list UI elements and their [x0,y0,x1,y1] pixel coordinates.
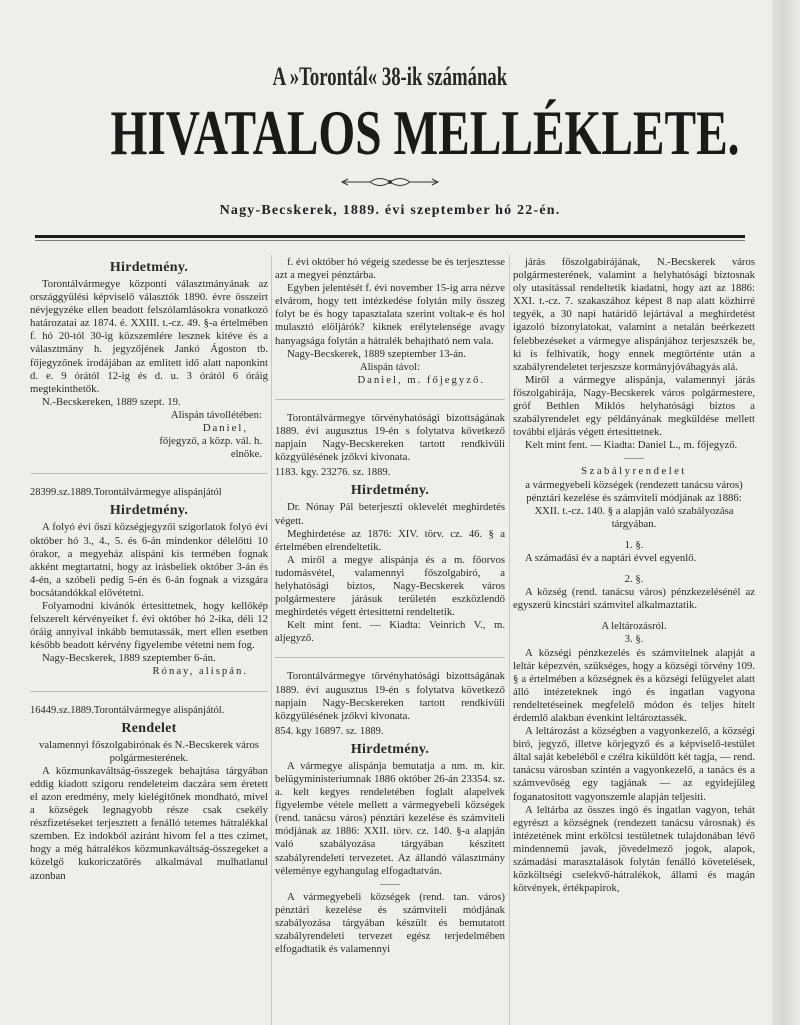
signature-line: főjegyző, a közp. vál. h. [159,435,262,448]
paragraph: A vármegyebeli községek (rend. tan. város) pénztári kezelése és számviteli módjának szabályozása tárgyában készült és bemutatott szabályrendeleti tervezet egész terjedelmében elfogadtatik és valamennyi [275,890,505,956]
paragraph: A folyó évi őszi községjegyzői szigorlatok folyó évi október hó 3., 4., 5. és 6-án mindenkor délelőtti 10 órakor, a megyeház alispáni kis termében fognak akként megtartatni, hogy az irásbeliek október 3-án és 4-én, a szóbeli pedig 5-én és 6-án fognak a vizsgára bocsátandókkal elővétetni. [30,521,268,599]
paragraph: A leltárba az összes ingó és ingatlan vagyon, tehát egyrészt a községnek (rendezett tanácsu városnak) és intézetének mint erkölcsi testületnek tulajdonában lévő mindennemü javak, jövedelmező jogok, alapok, számadási marasztalások folytán fenálló követelések, közköltségi cselekvő-hátralékok, állami és magán kötvények, értékpapirok, [513,803,755,895]
paragraph: A közmunkaváltság-összegek behajtása tárgyában eddig kiadott szigoru rendeleteim daczára sem éretett el azon eredmény, mely kielégitőnek mondható, mivel a községek legnagyobb része csak csekély részfizetéseket terjesztett a fenálló tetemes hátralékkal szemben. Ez indokból aziránt hivom fel a ttes czimet, hogy a még hátralékos közmunkaváltság-összegeket a közelgő kukoriczatörés alkalmával mulhatlanul azonban [30,764,268,882]
paragraph: A számadási év a naptári évvel egyenlő. [525,551,697,564]
spacer [513,565,755,573]
paragraph: Torontálvármegye központi választmányának az országgyülési képviselő választók 1890. évre összeirt névjegyzéke ellen beadott felszólamlásokra vonatkozó határozatai az 1874. é. XXIII. t.-cz. 49. §-a értelmében f. hó 20-tól 30-ig közszemlére lesznek kitéve és a választmány h. jegyzőjének Jankó Ágoston tb. főjegyzőnek irodájában az emlitett idő alatt naponkint d. e. 9 órától 12-ig és d. u. 3 órától 6 óráig megtekinthetők. [30,278,268,395]
paragraph: Dr. Nónay Pál beterjeszti oklevelét meghirdetés végett. [275,501,505,527]
signature-name: Daniel, [202,422,248,435]
place-date: N.-Becskereken, 1889 szept. 19. [42,395,181,408]
signature-name: Daniel, m. főjegyző. [357,373,485,386]
article-heading: Rendelet [121,720,177,736]
paragraph: Torontálvármegye törvényhatósági bizottságának 1889. évi augusztus 19-én s folytatva következő napjain Nagy-Becskereken tartott rendkivüli közgyülésének jzőkvi kivonata. [275,411,505,464]
reference-number: 854. kgy 16897. sz. 1889. [275,725,384,737]
paragraph: Torontálvármegye törvényhatósági bizottságának 1889. évi augusztus 19-én s folytatva következő napjain Nagy-Becskereken tartott rendkivüli közgyülésének jzőkvi kivonata. [275,670,505,722]
masthead-title [0,96,780,170]
article-heading: Hirdetmény. [350,741,430,757]
paragraph: Miről a vármegye alispánja, valamennyi járás főszolgabirája, Nagy-Becskerek város polgármestere, gróf Bethlen Miklós helyhatósági biztos a szabályrendelet egy példányának megküldése mellett további eljárás végett értesittetnek. [513,373,755,439]
title-text: HIVATALOS MELLÉKLETE. [110,97,740,168]
signature-line: Alispán távollétében: [170,408,262,421]
paragraph: Egyben jelentését f. évi november 15-ig arra nézve elvárom, hogy tett intézkedése folytán mily összeg folyt be és hogy tapasztalata szerint voltak-e és hol mulasztó elöljárók? kiknek erélytelensége avagy hanyagsága folytán a hátralék behajtható nem vala. [275,282,505,347]
spacer [513,531,755,539]
kicker-text: A »Torontál« 38-ik számának [272,62,508,91]
paragraph: Kelt mint fent. — Kiadta: Veinrich V., m. aljegyző. [275,619,505,645]
dateline: Nagy-Becskerek, 1889. évi szeptember hó 22-én. [219,203,561,218]
short-divider [624,458,644,459]
article-heading: Hirdetmény. [109,503,189,519]
paragraph: A községi pénzkezelés és számvitelnek alapját a leltár képezvén, szükséges, hogy a községi törvény 109. § a értelmében a községnek és a községi felügyelet alatt álló intézeteknek ingó és ingatlan vagyona rendeltetéseinek megfelelő módon és teljes hitelt érdemlő alakban évenkint leltároztassék. [513,646,755,724]
paragraph: Folyamodni kivánók értesittetnek, hogy kellőkép felszerelt kérvényeiket f. évi október hó 2-ika, déli 12 óráig annyival inkább bemutassák, mert ellen esetben később beadott kérvény figyelembe vétetni nem fog. [30,599,268,652]
place-date: Nagy-Becskerek, 1889 szeptember 6-án. [42,652,216,665]
signature-line: elnöke. [230,448,262,461]
header-rule-thin [35,240,745,241]
centered-text: 2. §. [624,573,644,586]
spacer [513,612,755,620]
signature-name: Rónay, alispán. [152,665,248,678]
paragraph: A község (rend. tanácsu város) pénzkezelésénél az egyszerü kincstári számvitel alkalmaztatik. [513,586,755,612]
place-date: Nagy-Becskerek, 1889 szeptember 13-án. [287,347,466,360]
paragraph: f. évi október hó végeig szedesse be és terjesztesse azt a megyei pénztárba. [275,256,505,282]
paragraph: A leltározást a községben a vagyonkezelő, a községi biró, jegyző, illetve körjegyző és a képviselő-testület által saját kebeléből e czélra kiküldött két tagja, — rend. tanácsu városban szintén a vagyonkezelő, a tanács és a számvevőség egy tagjának — az egyidejüleg foganatositott vagyonszemle alapján teljesiti. [513,725,755,803]
paragraph: járás főszolgabirájának, N.-Becskerek város polgármesterének, valamint a helyhatósági biztosnak oly utasitással rendeltetik kiadatni, hogy azt az 1886: XXI. t.-cz. 7. szakaszához képest 8 nap alatt közhirré tegyék, a 30 napi határidő lejártával a meghirdetést igazoló bizonylatokat, valamint a netalán beérkezett felebbezéseket a vármegye alispánjához terjeszszék be, ki is felhivatik, hogy ennek megtörténte után a szabályrendeletet terjeszsze kormányjóváhagyás alá. [513,256,755,373]
column-divider [509,255,510,1025]
paragraph: A vármegye alispánja bemutatja a nm. m. kir. belügyministeriumnak 1886 október 26-án 23354. sz. a. kelt kegyes rendeletében foglalt alapelvek figyelembe vétele mellett a vármegyebeli községek (rend. tanácsu város) pénztári kezelése és számviteli módjának az 1886: XXII. törv. cz. 140. §-a alapján való szabályozása tárgyában készitett szabályrendeleti tervezetet. Az állandó választmány véleménye egyhangulag elfogadtatván. [275,759,505,877]
reference-number: 1183. kgy. 23276. sz. 1889. [275,467,391,479]
article-heading: Hirdetmény. [350,483,430,499]
column-1 [30,256,268,883]
short-divider [380,884,400,885]
article-divider [30,691,268,692]
centered-text: valamennyi főszolgabirónak és N.-Becskerek város polgármesterének. [39,738,259,764]
paragraph: A miről a megye alispánja és a m. főorvos tudomásvétel, valamennyi főszolgabiró, a helyhatósági biztos, Nagy-Becskerek város polgármestere járásuk területén eszközlendő meghirdetés végett értesittetni rendeltetik. [275,553,505,619]
column-divider [271,255,272,1025]
column-3 [513,256,755,895]
article-divider [30,473,268,474]
paragraph: Kelt mint fent. — Kiadta: Daniel L., m. főjegyző. [525,439,738,452]
column-2 [275,256,505,956]
reference-number: 28399.sz.1889.Torontálvármegye alispánjától [30,487,222,499]
centered-text: a vármegyebeli községek (rendezett tanácsu város) pénztári kezelése és számviteli módjának az 1886: XXII. t.-cz. 140. § a alapján való szabályozása tárgyában. [525,478,743,530]
centered-text: 1. §. [624,538,644,551]
centered-text: A leltározásról. [601,620,667,633]
ornament-icon [340,175,440,189]
article-divider [275,657,505,658]
section-title: Szabályrendelet [581,465,687,478]
paragraph: Meghirdetése az 1876: XIV. törv. cz. 46. § a értelmében elrendeltetik. [275,527,505,553]
article-heading: Hirdetmény. [109,260,189,275]
masthead-kicker [0,62,780,92]
reference-number: 16449.sz.1889.Torontálvármegye alispánjától. [30,704,225,716]
header-rule [35,235,745,238]
article-divider [275,399,505,400]
centered-text: 3. §. [624,633,644,646]
centered-text: Alispán távol: [359,360,421,373]
